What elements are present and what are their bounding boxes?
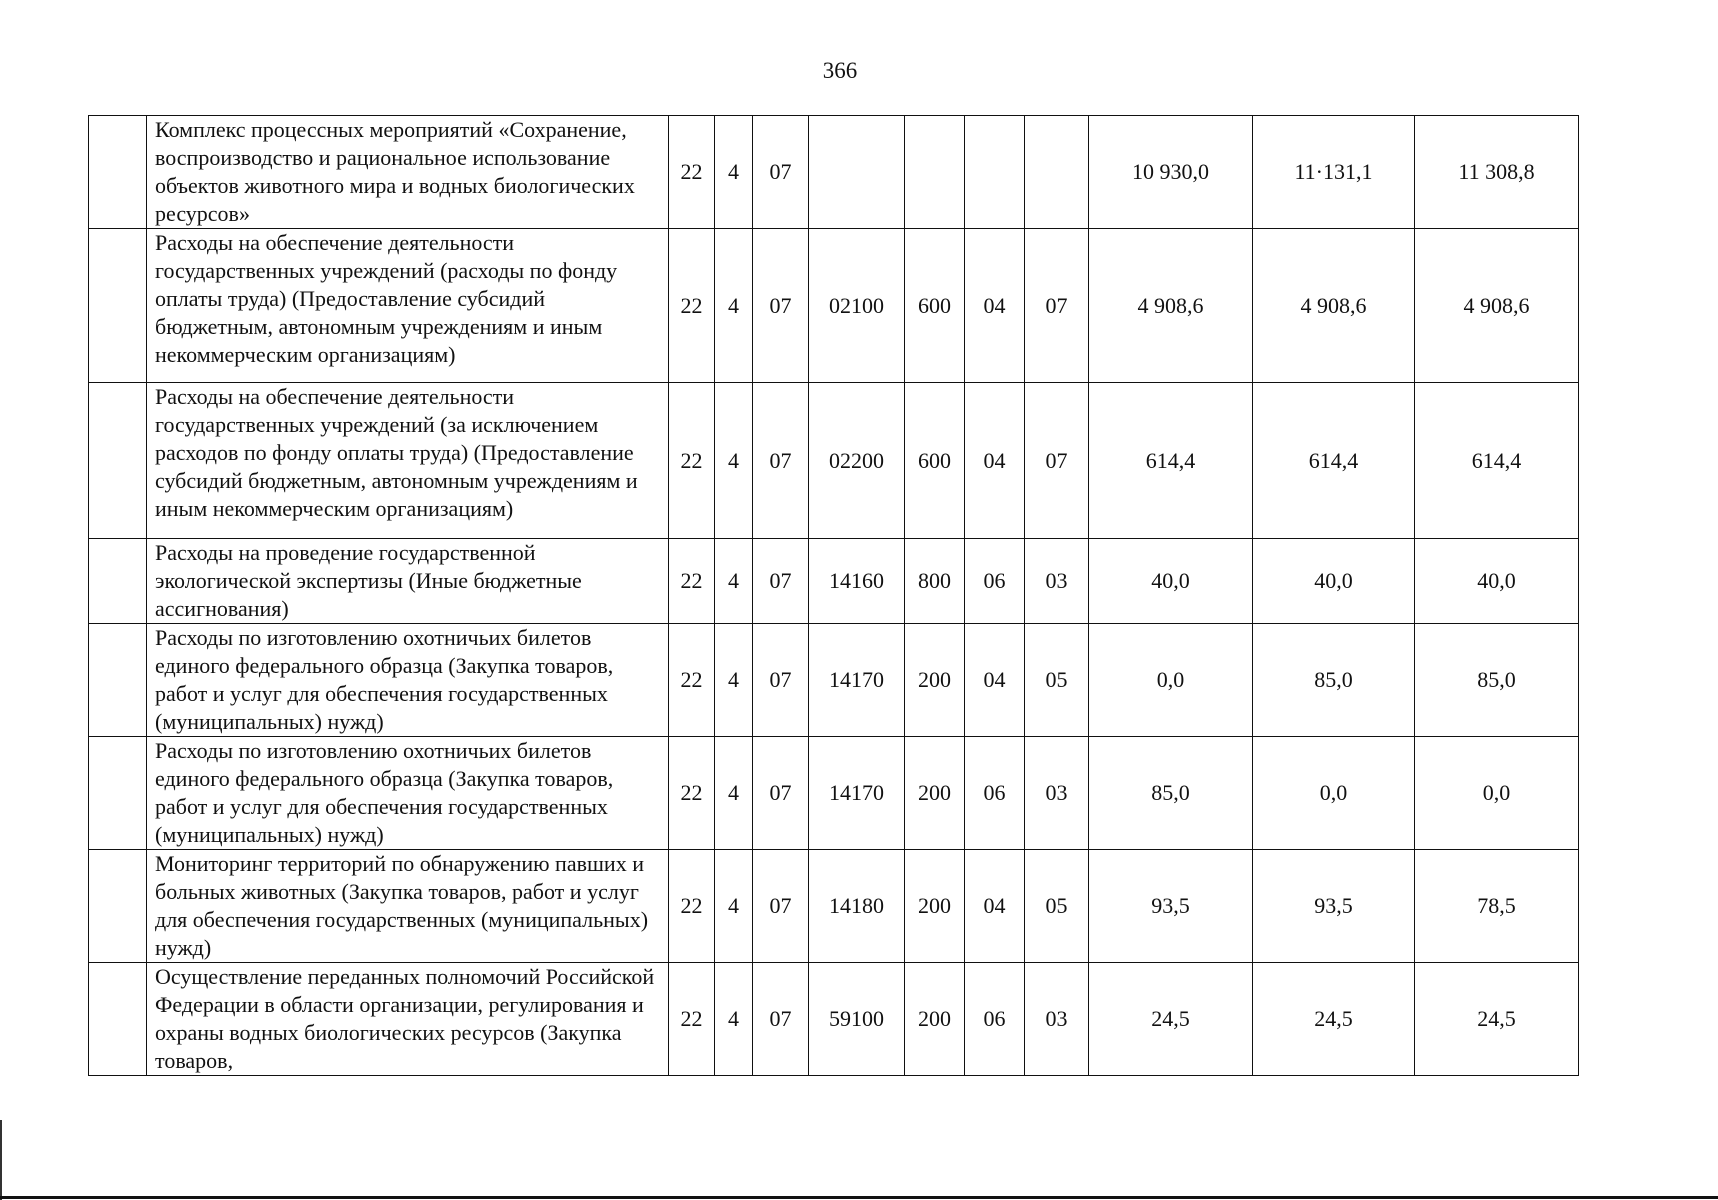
row-cell-c4: 14180 bbox=[809, 850, 905, 963]
row-cell-c1: 22 bbox=[669, 229, 715, 383]
row-cell-v1: 24,5 bbox=[1089, 963, 1253, 1076]
row-description: Расходы на обеспечение деятельности государственных учреждений (расходы по фонду оплаты труда) (Предоставление субсидий бюджетным, автономным учреждениям и иным некоммерческим организациям) bbox=[147, 229, 669, 383]
row-cell-v2: 85,0 bbox=[1253, 624, 1415, 737]
row-cell-c7: 03 bbox=[1025, 539, 1089, 624]
row-cell-v3: 85,0 bbox=[1415, 624, 1579, 737]
table-row bbox=[89, 383, 1579, 539]
row-description: Осуществление переданных полномочий Российской Федерации в области организации, регулирования и охраны водных биологических ресурсов (Закупка товаров, bbox=[147, 963, 669, 1076]
row-description: Мониторинг территорий по обнаружению павших и больных животных (Закупка товаров, работ и услуг для обеспечения государственных (муниципальных) нужд) bbox=[147, 850, 669, 963]
row-cell-c5: 200 bbox=[905, 737, 965, 850]
row-cell-c3: 07 bbox=[753, 116, 809, 229]
row-cell-c1: 22 bbox=[669, 624, 715, 737]
row-cell-c7 bbox=[1025, 116, 1089, 229]
row-cell-v2: 11·131,1 bbox=[1253, 116, 1415, 229]
row-cell-c6: 06 bbox=[965, 963, 1025, 1076]
row-cell-c6 bbox=[965, 116, 1025, 229]
table-row bbox=[89, 963, 1579, 1076]
row-cell-v1: 4 908,6 bbox=[1089, 229, 1253, 383]
row-cell-c3: 07 bbox=[753, 383, 809, 539]
row-description: Расходы по изготовлению охотничьих билетов единого федерального образца (Закупка товаров, работ и услуг для обеспечения государственных (муниципальных) нужд) bbox=[147, 737, 669, 850]
page-number: 366 bbox=[822, 58, 858, 83]
row-cell-c3: 07 bbox=[753, 539, 809, 624]
row-cell-c1: 22 bbox=[669, 383, 715, 539]
row-cell-c7: 05 bbox=[1025, 624, 1089, 737]
row-cell-c5 bbox=[905, 116, 965, 229]
row-cell-c6: 06 bbox=[965, 737, 1025, 850]
row-cell-v1: 614,4 bbox=[1089, 383, 1253, 539]
row-cell-v1: 40,0 bbox=[1089, 539, 1253, 624]
row-cell-v2: 0,0 bbox=[1253, 737, 1415, 850]
row-cell-c6: 04 bbox=[965, 624, 1025, 737]
row-cell-c6: 04 bbox=[965, 850, 1025, 963]
row-cell-c1: 22 bbox=[669, 539, 715, 624]
row-cell-c2: 4 bbox=[715, 850, 753, 963]
row-cell-v1: 85,0 bbox=[1089, 737, 1253, 850]
row-cell-c7: 07 bbox=[1025, 229, 1089, 383]
row-cell-c2: 4 bbox=[715, 624, 753, 737]
row-cell-c5: 200 bbox=[905, 963, 965, 1076]
row-cell-c4: 14160 bbox=[809, 539, 905, 624]
row-cell-v1: 0,0 bbox=[1089, 624, 1253, 737]
row-margin-cell bbox=[89, 963, 147, 1076]
row-cell-v2: 93,5 bbox=[1253, 850, 1415, 963]
row-cell-c2: 4 bbox=[715, 963, 753, 1076]
row-cell-c3: 07 bbox=[753, 229, 809, 383]
row-cell-c7: 03 bbox=[1025, 737, 1089, 850]
row-cell-c2: 4 bbox=[715, 383, 753, 539]
row-cell-c1: 22 bbox=[669, 850, 715, 963]
row-cell-c2: 4 bbox=[715, 229, 753, 383]
row-margin-cell bbox=[89, 229, 147, 383]
row-cell-c3: 07 bbox=[753, 850, 809, 963]
table-row bbox=[89, 624, 1579, 737]
row-cell-c7: 03 bbox=[1025, 963, 1089, 1076]
table-row bbox=[89, 539, 1579, 624]
budget-table bbox=[88, 115, 1579, 1076]
row-margin-cell bbox=[89, 624, 147, 737]
row-cell-c4: 14170 bbox=[809, 737, 905, 850]
row-cell-c4: 59100 bbox=[809, 963, 905, 1076]
row-cell-c1: 22 bbox=[669, 737, 715, 850]
row-cell-c7: 07 bbox=[1025, 383, 1089, 539]
row-margin-cell bbox=[89, 539, 147, 624]
row-cell-c4: 14170 bbox=[809, 624, 905, 737]
row-cell-c2: 4 bbox=[715, 116, 753, 229]
row-cell-v1: 10 930,0 bbox=[1089, 116, 1253, 229]
row-cell-v3: 40,0 bbox=[1415, 539, 1579, 624]
row-description: Расходы по изготовлению охотничьих билетов единого федерального образца (Закупка товаров, работ и услуг для обеспечения государственных (муниципальных) нужд) bbox=[147, 624, 669, 737]
row-cell-c6: 04 bbox=[965, 229, 1025, 383]
row-cell-v3: 614,4 bbox=[1415, 383, 1579, 539]
table-row bbox=[89, 229, 1579, 383]
row-cell-c3: 07 bbox=[753, 963, 809, 1076]
row-cell-v2: 614,4 bbox=[1253, 383, 1415, 539]
row-cell-c5: 800 bbox=[905, 539, 965, 624]
row-cell-v2: 4 908,6 bbox=[1253, 229, 1415, 383]
row-margin-cell bbox=[89, 850, 147, 963]
row-cell-c5: 600 bbox=[905, 229, 965, 383]
row-cell-c5: 200 bbox=[905, 624, 965, 737]
row-cell-c4 bbox=[809, 116, 905, 229]
bottom-edge-rule bbox=[0, 1196, 1718, 1199]
row-cell-v3: 0,0 bbox=[1415, 737, 1579, 850]
row-cell-c7: 05 bbox=[1025, 850, 1089, 963]
row-cell-c4: 02200 bbox=[809, 383, 905, 539]
table-row bbox=[89, 116, 1579, 229]
row-description: Комплекс процессных мероприятий «Сохранение, воспроизводство и рациональное использование объектов животного мира и водных биологических ресурсов» bbox=[147, 116, 669, 229]
row-cell-v3: 4 908,6 bbox=[1415, 229, 1579, 383]
row-cell-c3: 07 bbox=[753, 737, 809, 850]
row-cell-c6: 06 bbox=[965, 539, 1025, 624]
row-cell-c1: 22 bbox=[669, 116, 715, 229]
row-cell-v3: 24,5 bbox=[1415, 963, 1579, 1076]
row-cell-v2: 24,5 bbox=[1253, 963, 1415, 1076]
row-cell-c6: 04 bbox=[965, 383, 1025, 539]
table-body bbox=[89, 116, 1579, 1076]
row-cell-v3: 78,5 bbox=[1415, 850, 1579, 963]
row-description: Расходы на обеспечение деятельности государственных учреждений (за исключением расходов по фонду оплаты труда) (Предоставление субсидий бюджетным, автономным учреждениям и иным некоммерческим организациям) bbox=[147, 383, 669, 539]
row-cell-v3: 11 308,8 bbox=[1415, 116, 1579, 229]
row-cell-c5: 600 bbox=[905, 383, 965, 539]
row-cell-c2: 4 bbox=[715, 539, 753, 624]
table-row bbox=[89, 737, 1579, 850]
row-cell-c2: 4 bbox=[715, 737, 753, 850]
row-margin-cell bbox=[89, 116, 147, 229]
row-cell-c4: 02100 bbox=[809, 229, 905, 383]
row-margin-cell bbox=[89, 383, 147, 539]
row-cell-c1: 22 bbox=[669, 963, 715, 1076]
row-cell-c5: 200 bbox=[905, 850, 965, 963]
row-margin-cell bbox=[89, 737, 147, 850]
row-cell-v2: 40,0 bbox=[1253, 539, 1415, 624]
table-row bbox=[89, 850, 1579, 963]
row-cell-v1: 93,5 bbox=[1089, 850, 1253, 963]
row-cell-c3: 07 bbox=[753, 624, 809, 737]
row-description: Расходы на проведение государственной экологической экспертизы (Иные бюджетные ассигнования) bbox=[147, 539, 669, 624]
left-margin-rule bbox=[0, 1120, 2, 1200]
